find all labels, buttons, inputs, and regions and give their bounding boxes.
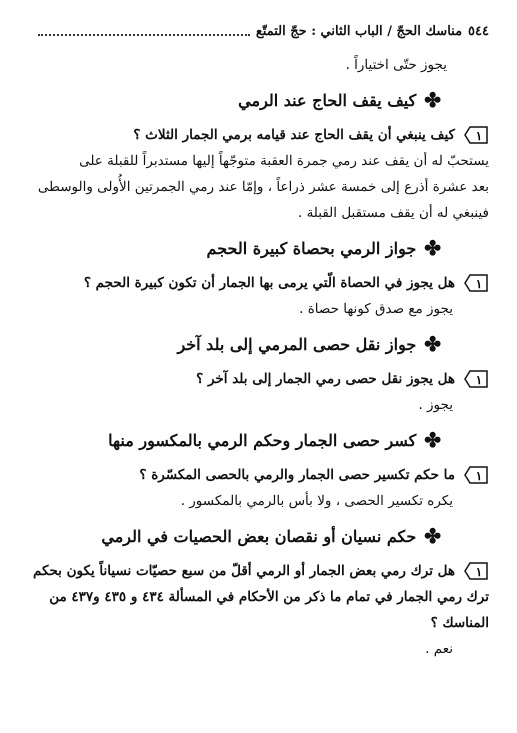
section-heading-text: كيف يقف الحاج عند الرمي [238, 90, 417, 110]
question [32, 270, 489, 296]
answer-line: فينبغي له أن يقف مستقبل القبلة . [297, 205, 489, 221]
answer-line: نعم . [425, 641, 453, 657]
flower-star-icon: ✤ [424, 332, 441, 356]
question-number: ١ [475, 565, 483, 579]
flower-star-icon: ✤ [424, 88, 441, 112]
question-text: هل يجوز نقل حصى رمي الجمار إلى بلد آخر ؟ [196, 371, 455, 387]
question-number: ١ [475, 373, 483, 387]
question-number-badge [463, 462, 489, 488]
flower-star-icon: ✤ [424, 236, 441, 260]
section-heading [32, 226, 489, 270]
section-heading [32, 322, 489, 366]
question-number-badge [463, 558, 489, 584]
question [32, 462, 489, 488]
question-text: ما حكم تكسير حصى الجمار والرمي بالحصى المكسّرة ؟ [139, 467, 455, 483]
answer-line: يستحبّ له أن يقف عند رمي جمرة العقبة متوجّهاً إليها مستدبراً للقبلة على [79, 153, 489, 169]
running-title: مناسك الحجّ / الباب الثاني : حجّ التمتّع [255, 23, 463, 39]
section-heading-text: جواز نقل حصى المرمي إلى بلد آخر [177, 334, 417, 354]
question-number: ١ [475, 129, 483, 143]
section-heading-text: جواز الرمي بحصاة كبيرة الحجم [206, 238, 417, 258]
section-heading [32, 78, 489, 122]
flower-star-icon: ✤ [424, 524, 441, 548]
section-heading [32, 418, 489, 462]
flower-star-icon: ✤ [424, 428, 441, 452]
question-number-badge [463, 122, 489, 148]
section-heading [32, 514, 489, 558]
page-body [32, 52, 489, 662]
answer-line: يكره تكسير الحصى ، ولا بأس بالرمي بالمكسور . [180, 493, 453, 509]
question-text-continued: ترك رمي الجمار في تمام ما ذكر من الأحكام في المسألة ٤٣٤ و ٤٣٥ و٤٣٧ من [49, 589, 489, 605]
page-header [32, 20, 489, 42]
answer-line: يجوز . [418, 397, 453, 413]
page-number: ٥٤٤ [468, 23, 489, 39]
answer-line: بعد عشرة أذرع إلى خمسة عشر ذراعاً ، وإمّا عند رمي الجمرتين الأُولى والوسطى [37, 179, 489, 195]
question-text: هل يجوز في الحصاة الّتي يرمى بها الجمار أن تكون كبيرة الحجم ؟ [83, 275, 455, 291]
section-heading-text: كسر حصى الجمار وحكم الرمي بالمكسور منها [108, 430, 417, 450]
answer-line: يجوز مع صدق كونها حصاة . [299, 301, 453, 317]
question [32, 122, 489, 148]
question-number-badge [463, 270, 489, 296]
question-text: كيف ينبغي أن يقف الحاج عند قيامه برمي الجمار الثلاث ؟ [133, 127, 455, 143]
intro-text: يجوز حتّى اختياراً . [345, 57, 447, 73]
question-text: هل ترك رمي بعض الجمار أو الرمي أقلّ من سبع حصيّات نسياناً يكون بحكم [33, 563, 455, 579]
question-number: ١ [475, 469, 483, 483]
section-heading-text: حكم نسيان أو نقصان بعض الحصيات في الرمي [101, 526, 417, 546]
question [32, 558, 489, 584]
question-number: ١ [475, 277, 483, 291]
header-dotted-leader [38, 26, 250, 36]
question-number-badge [463, 366, 489, 392]
question [32, 366, 489, 392]
question-text-continued: المناسك ؟ [430, 615, 489, 631]
